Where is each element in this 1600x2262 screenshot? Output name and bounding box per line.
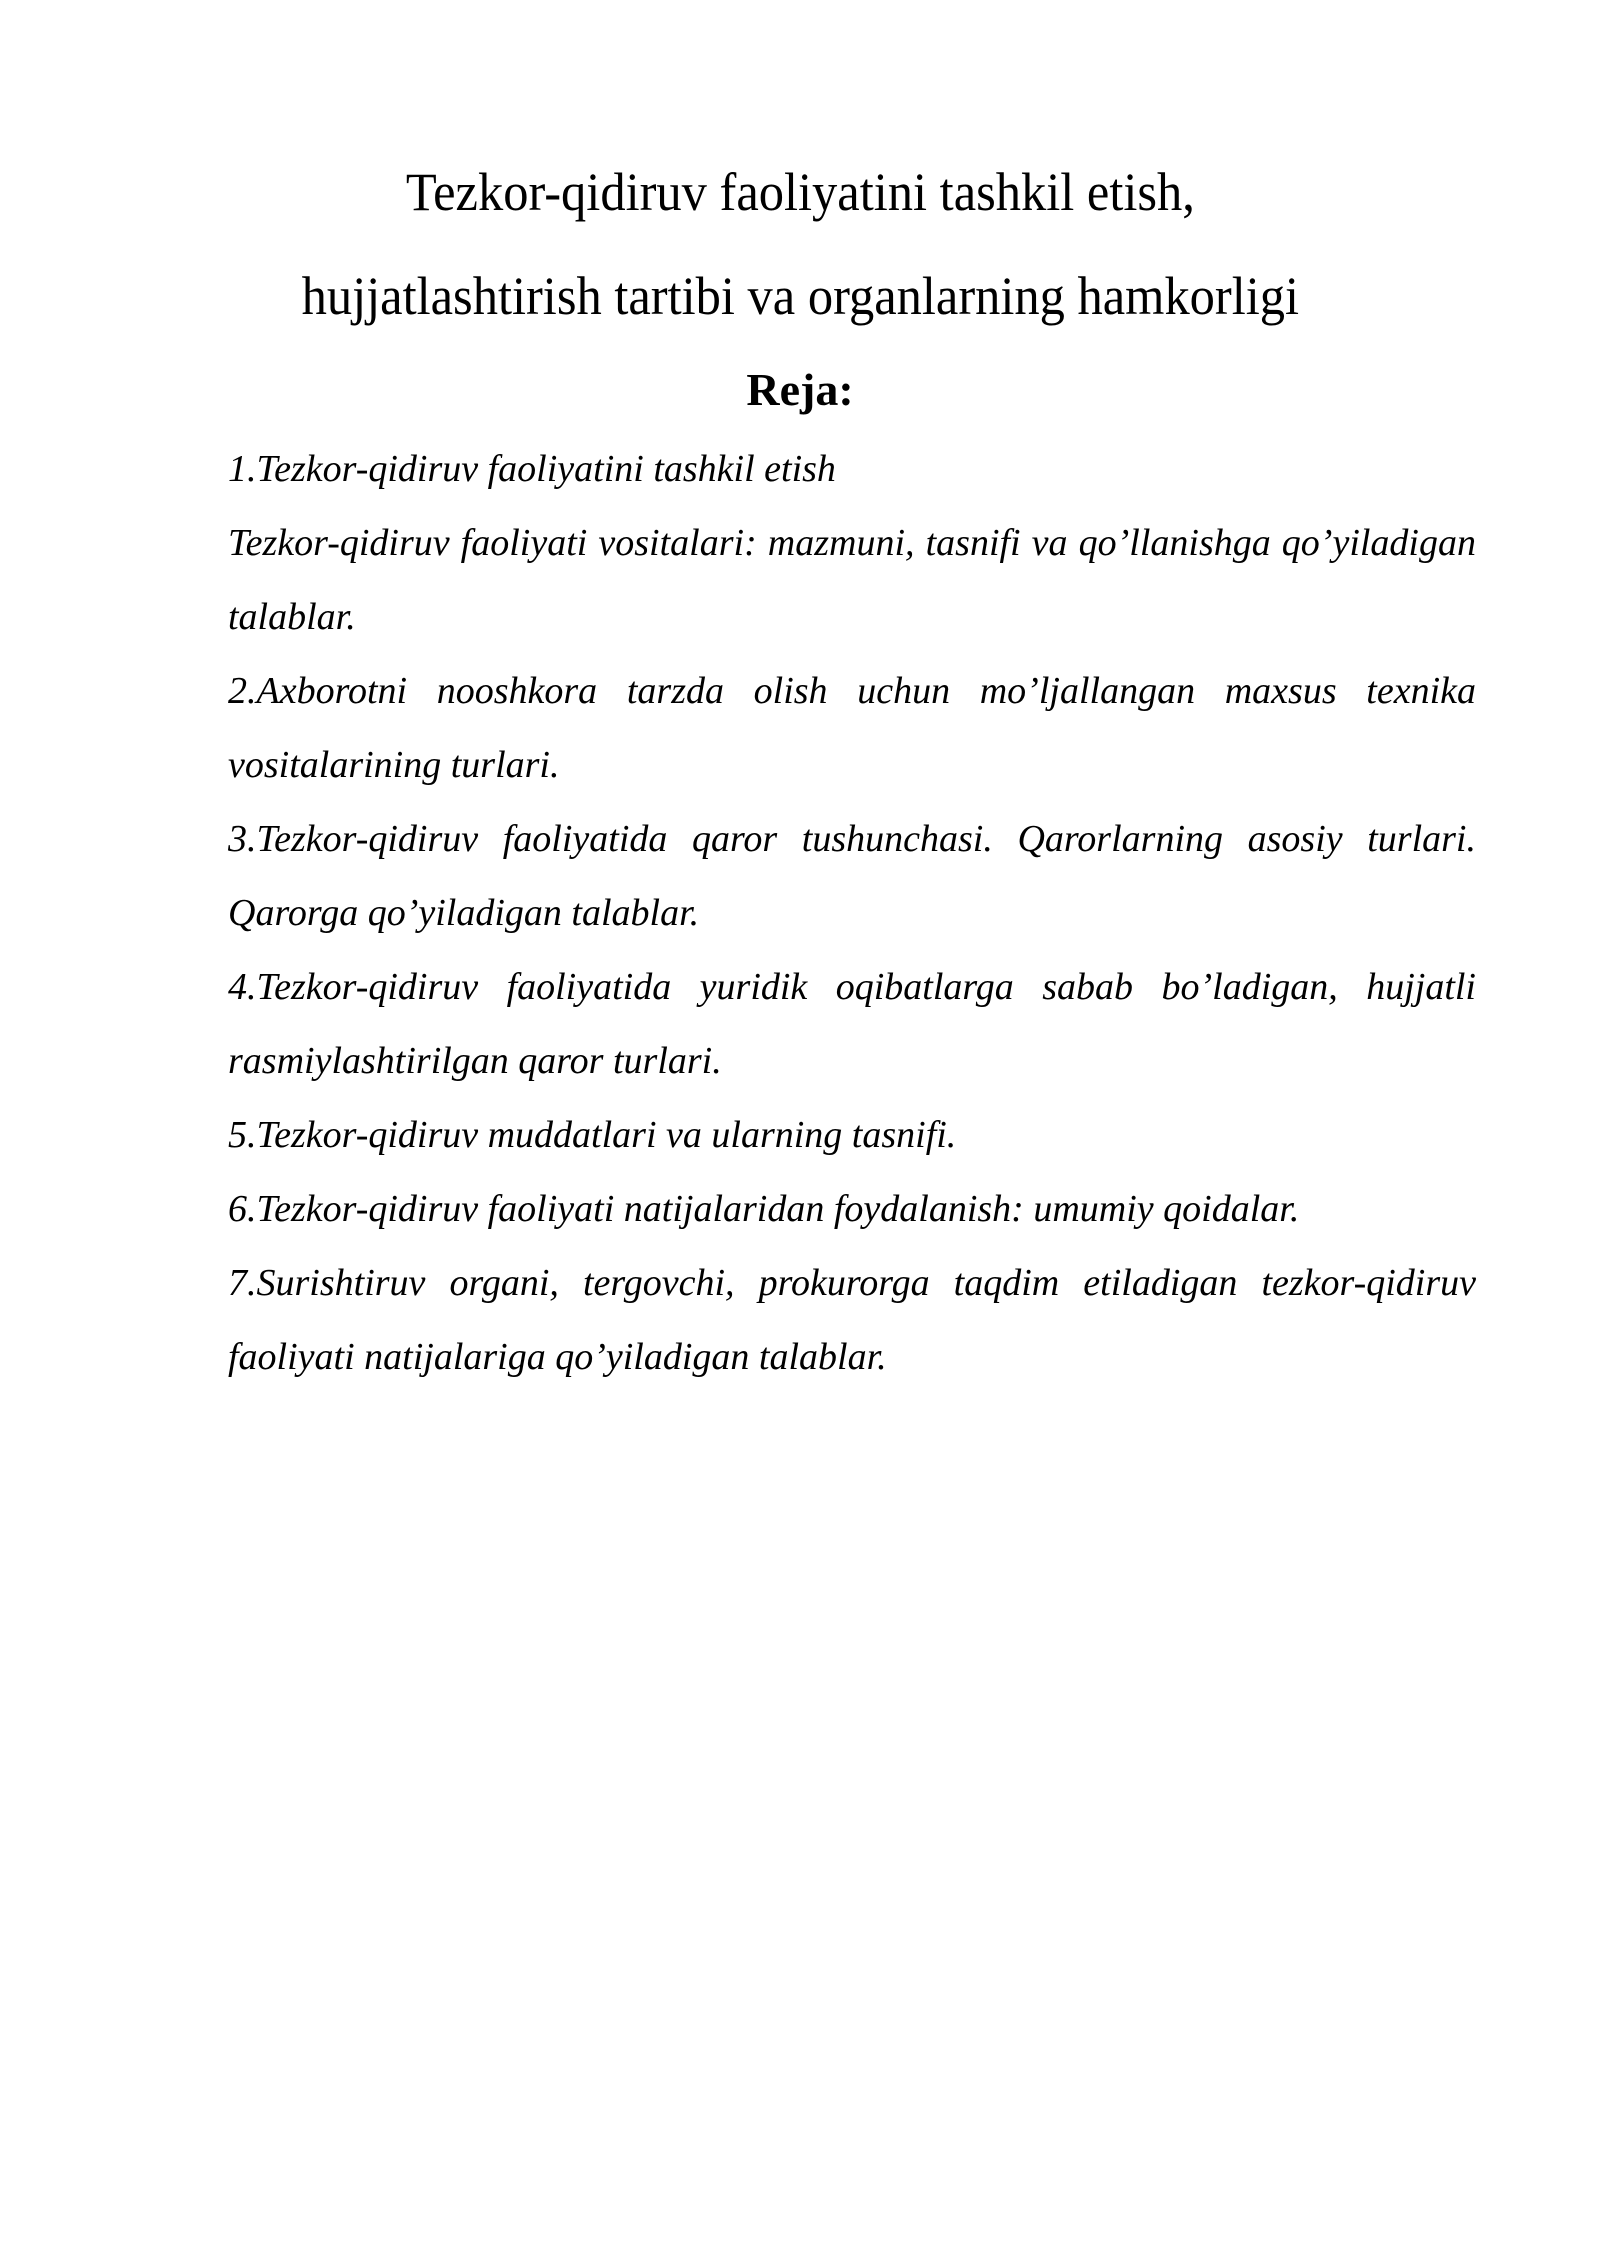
plan-item: 1.Tezkor-qidiruv faoliyatini tashkil etish bbox=[228, 448, 836, 490]
document-title-line-2: hujjatlashtirish tartibi va organlarning hamkorligi bbox=[301, 266, 1300, 326]
document-title bbox=[0, 140, 1600, 348]
plan-list bbox=[228, 432, 1476, 1394]
plan-item: 4.Tezkor-qidiruv faoliyatida yuridik oqibatlarga sabab bo’ladigan, hujjatli rasmiylashtirilgan qaror turlari. bbox=[228, 966, 1476, 1082]
plan-item: 2.Axborotni nooshkora tarzda olish uchun mo’ljallangan maxsus texnika vositalarining turlari. bbox=[228, 670, 1476, 786]
plan-item: 6.Tezkor-qidiruv faoliyati natijalaridan foydalanish: umumiy qoidalar. bbox=[228, 1188, 1300, 1230]
plan-item: 7.Surishtiruv organi, tergovchi, prokurorga taqdim etiladigan tezkor-qidiruv faoliyati natijalariga qo’yiladigan talablar. bbox=[228, 1262, 1476, 1378]
plan-item: 3.Tezkor-qidiruv faoliyatida qaror tushunchasi. Qarorlarning asosiy turlari. Qarorga qo’yiladigan talablar. bbox=[228, 818, 1476, 934]
plan-item: Tezkor-qidiruv faoliyati vositalari: mazmuni, tasnifi va qo’llanishga qo’yiladigan talablar. bbox=[228, 522, 1476, 638]
plan-heading: Reja: bbox=[746, 364, 854, 415]
document-title-line-1: Tezkor-qidiruv faoliyatini tashkil etish, bbox=[405, 162, 1195, 222]
plan-item: 5.Tezkor-qidiruv muddatlari va ularning tasnifi. bbox=[228, 1114, 957, 1156]
